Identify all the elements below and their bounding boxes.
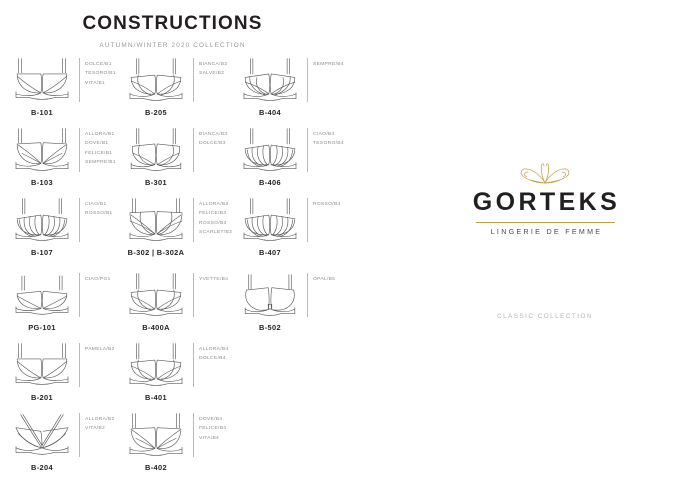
bra-illustration-diagonal-seam-cup-icon [6, 125, 78, 177]
model-name: ROSSO/B4 [313, 202, 341, 207]
bra-illustration-paneled-cup-icon [234, 195, 306, 247]
vertical-divider [193, 273, 194, 317]
construction-row [0, 340, 350, 410]
model-name: DOLCE/B1 [85, 62, 112, 67]
vertical-divider [307, 198, 308, 242]
construction-item[interactable] [0, 340, 114, 410]
construction-item[interactable] [114, 125, 228, 195]
construction-item[interactable] [114, 195, 233, 270]
construction-item[interactable] [114, 270, 228, 340]
construction-code: B-401 [145, 393, 167, 402]
model-name: DOLCE/B3 [199, 141, 226, 147]
model-name: VITA/B1 [85, 80, 106, 86]
bra-illustration-paneled-cup-icon [234, 125, 306, 177]
model-name: TESORO/B1 [85, 71, 116, 77]
vertical-divider [193, 198, 194, 242]
vertical-divider [79, 343, 80, 387]
model-name: SEMPRE/B1 [85, 160, 116, 166]
bra-illustration-diagonal-seam-cup-icon [120, 410, 192, 462]
bra-illustration-soft-triangle-icon [6, 410, 78, 462]
vertical-divider [193, 58, 194, 102]
model-name: DOVE/B4 [199, 417, 223, 422]
vertical-divider [79, 58, 80, 102]
model-name: CIAO/PG1 [85, 277, 111, 282]
model-name: SEMPRE/B4 [313, 62, 344, 67]
construction-code: B-302 | B-302A [127, 248, 185, 257]
vertical-divider [79, 413, 80, 457]
construction-code: B-301 [145, 178, 167, 187]
model-name: ALLORA/B4 [199, 347, 229, 352]
model-name: VITA/B2 [85, 426, 106, 432]
construction-code: B-402 [145, 463, 167, 472]
model-name: OPAL/B5 [313, 277, 336, 282]
construction-item[interactable] [228, 270, 342, 340]
construction-item[interactable] [0, 410, 114, 485]
construction-code: B-502 [259, 323, 281, 332]
model-name: SCARLET/B3 [199, 230, 233, 236]
collection-label: CLASSIC COLLECTION [497, 313, 593, 320]
construction-item[interactable] [0, 195, 114, 270]
butterfly-ornament-icon [513, 160, 577, 186]
construction-row [0, 195, 350, 270]
page-title: CONSTRUCTIONS [82, 13, 263, 34]
bra-illustration-multi-seam-cup-icon [120, 195, 192, 247]
construction-code: B-205 [145, 108, 167, 117]
construction-item[interactable] [228, 195, 342, 270]
construction-row [0, 125, 350, 195]
model-name: YVETTE/B4 [199, 277, 229, 282]
construction-row [0, 410, 350, 485]
model-list [199, 415, 247, 443]
model-name: CIAO/B4 [313, 132, 335, 137]
vertical-divider [79, 273, 80, 317]
model-name: DOLCE/B4 [199, 356, 226, 362]
model-name: SALVE/B2 [199, 71, 225, 77]
brand-name: GORTEKS [472, 188, 621, 216]
construction-item[interactable] [0, 125, 114, 195]
model-name: VITA/B4 [199, 435, 220, 441]
construction-code: B-204 [31, 463, 53, 472]
brand-divider [476, 222, 615, 223]
model-name: ALLORA/B1 [85, 132, 115, 137]
construction-item[interactable] [228, 125, 342, 195]
construction-row [0, 55, 350, 125]
bra-illustration-soft-full-cup-icon [120, 125, 192, 177]
bra-illustration-seamed-balconette-icon [6, 340, 78, 392]
bra-illustration-paneled-cup-icon [6, 195, 78, 247]
model-list [199, 345, 247, 364]
bra-illustration-three-part-cup-icon [120, 55, 192, 107]
construction-item[interactable] [0, 55, 114, 125]
vertical-divider [193, 128, 194, 172]
construction-item[interactable] [228, 55, 342, 125]
brand-tagline: LINGERIE DE FEMME [490, 228, 603, 236]
construction-code: B-107 [31, 248, 53, 257]
brand-block [420, 160, 670, 236]
model-list [313, 275, 361, 284]
model-name: FELICE/B3 [199, 211, 227, 217]
construction-item[interactable] [114, 340, 228, 410]
model-name: TESORO/B4 [313, 141, 344, 147]
construction-code: B-103 [31, 178, 53, 187]
vertical-divider [307, 128, 308, 172]
bra-illustration-molded-smooth-cup-icon [234, 270, 306, 322]
model-name: ALLORA/B3 [199, 202, 229, 207]
vertical-divider [79, 198, 80, 242]
model-name: FELICE/B4 [199, 426, 227, 432]
construction-code: B-101 [31, 108, 53, 117]
model-list [313, 60, 361, 69]
vertical-divider [307, 273, 308, 317]
construction-item[interactable] [0, 270, 114, 340]
page-header [0, 14, 345, 49]
model-name: ALLORA/B2 [85, 417, 115, 422]
vertical-divider [79, 128, 80, 172]
construction-code: PG-101 [28, 323, 56, 332]
construction-item[interactable] [114, 410, 228, 485]
model-name: ROSSO/B3 [199, 220, 227, 226]
construction-code: B-406 [259, 178, 281, 187]
model-name: BIANCA/B3 [199, 132, 228, 137]
vertical-divider [193, 413, 194, 457]
page-subtitle: AUTUMN/WINTER 2020 COLLECTION [99, 41, 246, 49]
model-name: CIAO/B1 [85, 202, 107, 207]
vertical-divider [193, 343, 194, 387]
model-list [313, 200, 361, 209]
bra-illustration-three-part-cup-icon [120, 270, 192, 322]
construction-item[interactable] [114, 55, 228, 125]
construction-code: B-407 [259, 248, 281, 257]
construction-code: B-404 [259, 108, 281, 117]
bra-illustration-seamed-balconette-icon [6, 55, 78, 107]
construction-code: B-400A [142, 323, 170, 332]
vertical-divider [307, 58, 308, 102]
bra-illustration-low-balconette-icon [6, 270, 78, 322]
construction-row [0, 270, 350, 340]
constructions-grid [0, 55, 350, 485]
bra-illustration-vertical-seam-cup-icon [234, 55, 306, 107]
model-name: BIANCA/B2 [199, 62, 228, 67]
construction-code: B-201 [31, 393, 53, 402]
model-name: FELICE/B1 [85, 150, 113, 156]
model-list [313, 130, 361, 149]
bra-illustration-three-part-cup-icon [120, 340, 192, 392]
model-name: ROSSO/B1 [85, 211, 113, 217]
model-name: PAMELA/B2 [85, 347, 115, 352]
model-name: DOVE/B1 [85, 141, 109, 147]
